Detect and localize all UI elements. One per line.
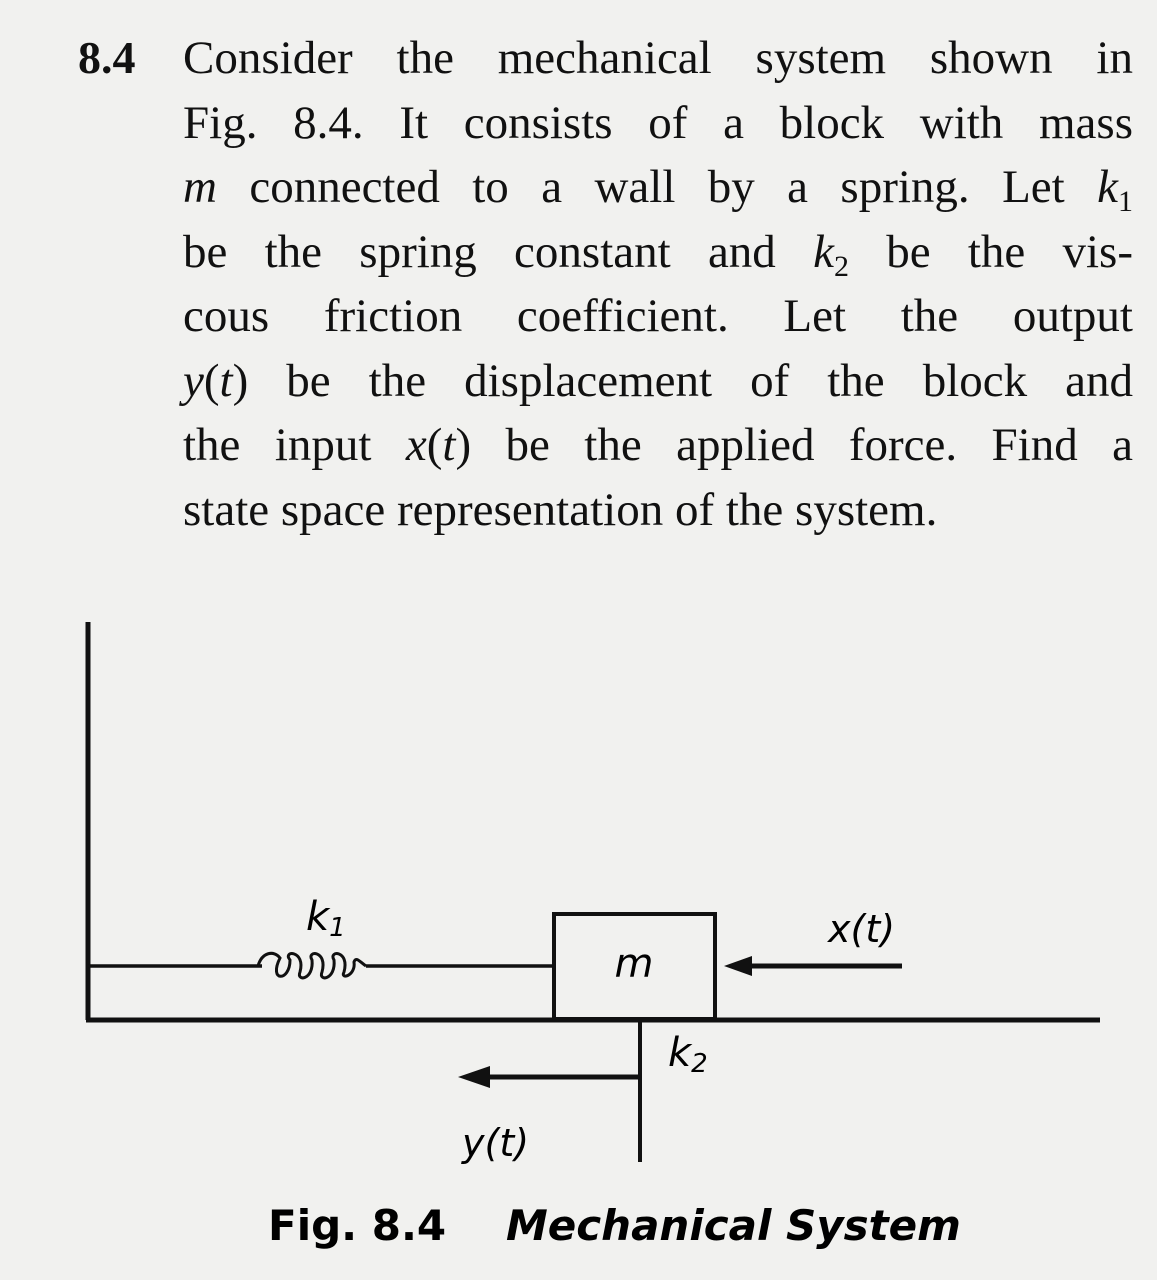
text-run: ( bbox=[203, 354, 220, 407]
math-symbol: t bbox=[219, 354, 233, 407]
math-subscript: 2 bbox=[833, 249, 849, 283]
text-run: ( bbox=[426, 419, 443, 471]
problem-line bbox=[183, 284, 1133, 349]
problem-text bbox=[183, 26, 1133, 542]
text-run: be the vis- bbox=[848, 225, 1133, 278]
damper-label: k2 bbox=[668, 1030, 708, 1079]
text-run: state space representation of the system. bbox=[183, 483, 938, 536]
output-label: y(t) bbox=[462, 1121, 530, 1165]
problem-number: 8.4 bbox=[78, 32, 136, 83]
problem-line bbox=[183, 349, 1133, 414]
input-label: x(t) bbox=[828, 907, 896, 951]
spring-icon bbox=[258, 953, 366, 978]
spring-label: k1 bbox=[306, 894, 346, 943]
problem-line bbox=[183, 413, 1133, 478]
text-run: Fig. 8.4. It consists of a block with mass bbox=[183, 96, 1133, 149]
text-run: the input bbox=[183, 419, 406, 471]
problem-line bbox=[183, 155, 1133, 220]
problem-line bbox=[183, 478, 1133, 543]
math-symbol: k bbox=[1097, 161, 1118, 213]
problem-line bbox=[183, 220, 1133, 285]
text-run: ) be the applied force. Find a bbox=[455, 419, 1133, 471]
math-symbol: y bbox=[183, 354, 204, 407]
math-symbol: x bbox=[405, 419, 427, 471]
text-run: ) be the displacement of the block and bbox=[232, 354, 1133, 407]
math-subscript: 1 bbox=[1118, 185, 1133, 218]
text-run: connected to a wall by a spring. Let bbox=[216, 161, 1098, 213]
problem-line bbox=[183, 91, 1133, 156]
output-arrow-icon bbox=[458, 1066, 490, 1088]
math-symbol: m bbox=[183, 161, 217, 213]
mechanical-system-figure bbox=[0, 600, 1157, 1280]
problem-line bbox=[183, 26, 1133, 91]
math-symbol: t bbox=[442, 419, 456, 471]
mass-label: m bbox=[614, 941, 654, 987]
math-symbol: k bbox=[813, 225, 834, 278]
text-run: be the spring constant and bbox=[183, 225, 814, 278]
caption-title: Mechanical System bbox=[506, 1201, 961, 1250]
caption-number: Fig. 8.4 bbox=[268, 1201, 447, 1250]
text-run: Consider the mechanical system shown in bbox=[183, 32, 1133, 84]
input-arrow-icon bbox=[724, 956, 752, 976]
text-run: cous friction coefficient. Let the output bbox=[183, 290, 1133, 342]
